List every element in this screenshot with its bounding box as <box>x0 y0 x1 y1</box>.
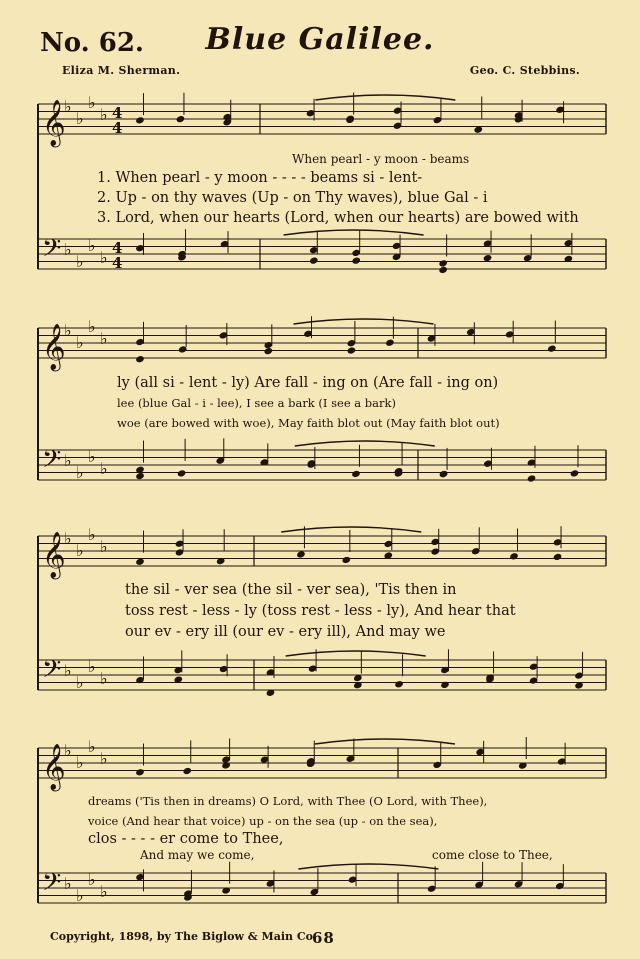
verse-3-line-4: clos - - - - er come to Thee, <box>88 831 284 847</box>
flat-sign-icon: ♭ <box>64 321 72 340</box>
flat-sign-icon: ♭ <box>76 333 84 352</box>
verse-2-line-1: 2. Up - on thy waves (Up - on Thy waves), blue Gal - i <box>97 190 488 206</box>
composer-credit: Geo. C. Stebbins. <box>469 64 580 77</box>
treble-clef-icon: 𝄞 <box>42 744 66 790</box>
flat-sign-icon: ♭ <box>76 673 84 692</box>
flat-sign-icon: ♭ <box>88 317 96 336</box>
note-head <box>385 339 395 347</box>
time-signature-bottom: 4 <box>112 254 123 272</box>
flat-sign-icon: ♭ <box>76 753 84 772</box>
verse-3-line-2: woe (are bowed with woe), May faith blot out (May faith blot out) <box>117 416 500 430</box>
note-head <box>351 256 361 264</box>
tenor-cue: When pearl - y moon - beams <box>292 152 470 166</box>
time-signature-top: 4 <box>112 104 123 122</box>
lyricist-credit: Eliza M. Sherman. <box>62 64 181 77</box>
page-number: 68 <box>312 929 335 947</box>
flat-sign-icon: ♭ <box>64 529 72 548</box>
note-head <box>438 259 448 267</box>
flat-sign-icon: ♭ <box>76 886 84 905</box>
note-head <box>342 556 352 564</box>
flat-sign-icon: ♭ <box>64 741 72 760</box>
note-head <box>264 347 274 355</box>
flat-sign-icon: ♭ <box>100 882 108 901</box>
treble-clef-icon: 𝄞 <box>42 532 66 578</box>
flat-sign-icon: ♭ <box>88 93 96 112</box>
flat-sign-icon: ♭ <box>64 661 72 680</box>
flat-sign-icon: ♭ <box>64 451 72 470</box>
flat-sign-icon: ♭ <box>100 105 108 124</box>
flat-sign-icon: ♭ <box>76 252 84 271</box>
flat-sign-icon: ♭ <box>64 240 72 259</box>
flat-sign-icon: ♭ <box>88 525 96 544</box>
flat-sign-icon: ♭ <box>100 749 108 768</box>
tie-curve <box>286 651 426 656</box>
note-head <box>553 553 563 561</box>
treble-clef-icon: 𝄞 <box>42 100 66 146</box>
verse-2-line-2: lee (blue Gal - i - lee), I see a bark (I see a bark) <box>117 396 396 410</box>
note-head <box>547 344 557 352</box>
verse-1-line-4: dreams ('Tis then in dreams) O Lord, with Thee (O Lord, with Thee), <box>88 794 488 808</box>
flat-sign-icon: ♭ <box>64 874 72 893</box>
verse-1-line-1: 1. When pearl - y moon - - - - beams si - lent- <box>97 170 423 186</box>
tie-curve <box>295 441 435 446</box>
copyright-notice: Copyright, 1898, by The Biglow & Main Co. <box>50 930 317 943</box>
flat-sign-icon: ♭ <box>100 329 108 348</box>
note-head <box>182 767 192 775</box>
verse-3-line-1: 3. Lord, when our hearts (Lord, when our hearts) are bowed with <box>97 210 579 226</box>
flat-sign-icon: ♭ <box>88 737 96 756</box>
bass-clef-icon: 𝄢 <box>42 445 62 480</box>
flat-sign-icon: ♭ <box>76 109 84 128</box>
flat-sign-icon: ♭ <box>88 447 96 466</box>
flat-sign-icon: ♭ <box>100 537 108 556</box>
flat-sign-icon: ♭ <box>88 236 96 255</box>
flat-sign-icon: ♭ <box>88 870 96 889</box>
note-head <box>135 355 145 363</box>
note-head <box>570 469 580 477</box>
note-head <box>527 474 537 482</box>
verse-1-line-3: the sil - ver sea (the sil - ver sea), 'Tis then in <box>125 582 457 598</box>
note-head <box>135 768 145 776</box>
note-head <box>438 266 448 274</box>
verse-2-line-3: toss rest - less - ly (toss rest - less - ly), And hear that <box>125 603 516 619</box>
tie-curve <box>315 739 455 744</box>
note-head <box>176 115 186 123</box>
flat-sign-icon: ♭ <box>76 541 84 560</box>
hymn-title: Blue Galilee. <box>205 22 435 57</box>
note-head <box>439 470 449 478</box>
verse-1-line-2: ly (all si - lent - ly) Are fall - ing on (Are fall - ing on) <box>117 375 499 391</box>
time-signature-top: 4 <box>112 239 123 257</box>
time-signature-layer <box>112 104 122 272</box>
note-head <box>394 680 404 688</box>
tie-curve <box>284 230 424 235</box>
note-head <box>509 552 519 560</box>
time-signature-bottom: 4 <box>112 119 123 137</box>
tie-curve <box>315 95 455 100</box>
bass-cue-left: And may we come, <box>140 848 255 862</box>
note-head <box>351 470 361 478</box>
flat-sign-icon: ♭ <box>88 657 96 676</box>
note-head <box>440 681 450 689</box>
flat-sign-icon: ♭ <box>100 669 108 688</box>
flat-sign-icon: ♭ <box>100 248 108 267</box>
flat-sign-icon: ♭ <box>100 459 108 478</box>
tie-curve <box>298 864 438 869</box>
verse-3-line-3: our ev - ery ill (our ev - ery ill), And may we <box>125 624 446 640</box>
note-head <box>135 116 145 124</box>
note-head <box>347 346 357 354</box>
bass-clef-icon: 𝄢 <box>42 234 62 269</box>
treble-clef-icon: 𝄞 <box>42 324 66 370</box>
note-head <box>135 472 145 480</box>
flat-sign-icon: ♭ <box>64 97 72 116</box>
note-head <box>177 469 187 477</box>
tie-curve <box>294 319 434 324</box>
bass-cue-right: come close to Thee, <box>432 848 553 862</box>
note-head <box>296 550 306 558</box>
bass-clef-icon: 𝄢 <box>42 655 62 690</box>
tie-curve <box>281 527 421 532</box>
flat-sign-icon: ♭ <box>76 463 84 482</box>
hymn-number: No. 62. <box>40 28 144 58</box>
note-head <box>309 256 319 264</box>
bass-clef-icon: 𝄢 <box>42 868 62 903</box>
verse-2-line-4: voice (And hear that voice) up - on the sea (up - on the sea), <box>88 814 438 828</box>
